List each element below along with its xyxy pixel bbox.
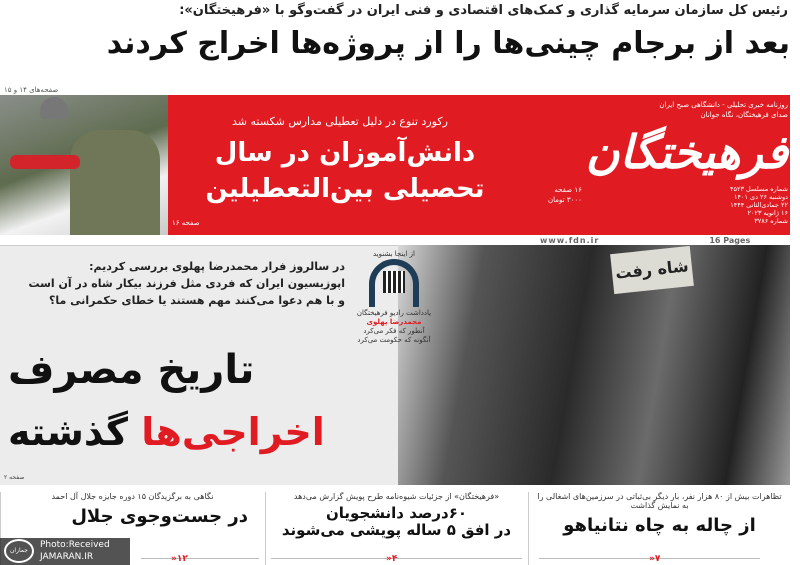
- podcast-line: آنطور که فکر می‌کرد: [363, 327, 425, 335]
- band-title-line2: تحصیلی بین‌التعطیلین: [205, 174, 485, 204]
- story-kicker: «فرهیختگان» از جزئیات شیوه‌نامه طرح پویش گزارش می‌دهد: [293, 492, 500, 501]
- band-title-line1: دانش‌آموزان در سال: [214, 138, 476, 168]
- issue-line: ۱۶ ژانویه ۲۰۲۳: [747, 209, 788, 217]
- main-story-title-line1: تاریخ مصرف: [8, 347, 255, 393]
- divider: [141, 558, 259, 559]
- photo-credit-watermark: [0, 538, 130, 565]
- main-story-title-line2: [8, 408, 393, 456]
- lead-line: اپوزیسیون ایران که فردی مثل فرزند بیکار شاه در آن است: [28, 277, 345, 290]
- title-red-word: اخراجی‌ها: [141, 410, 325, 454]
- issue-line: دوشنبه ۲۶ دی ۱۴۰۱: [733, 193, 788, 201]
- masthead-tagline: [659, 100, 788, 120]
- issue-line: شماره ۳۷۸۶: [754, 217, 788, 225]
- tagline-line: صدای فرهیختگان، نگاه جوانان: [700, 111, 788, 119]
- story-kicker: تظاهرات بیش از ۸۰ هزار نفر، بار دیگر بی‌ثباتی در سرزمین‌های اشغالی را به نمایش گذاشت: [537, 492, 782, 510]
- main-story-photo: [398, 245, 790, 485]
- issue-info: [730, 185, 788, 225]
- top-story-pages: صفحه‌های ۱۴ و ۱۵: [4, 86, 59, 94]
- page-total: 16 Pages: [709, 236, 751, 245]
- podcast-top: از اینجا بشنوید: [373, 250, 415, 258]
- story-title: در جست‌وجوی جلال: [71, 506, 248, 527]
- podcast-badge[interactable]: [348, 250, 440, 345]
- issue-line: شماره مسلسل ۴۵۲۳: [730, 185, 788, 193]
- lead-line: و با هم دعوا می‌کنند مهم هستند یا خطای حکمرانی ما؟: [48, 294, 345, 307]
- newspaper-logo: فرهیختگان: [585, 125, 788, 179]
- story-page: ۴«: [386, 554, 398, 564]
- top-story-kicker: رئیس کل سازمان سرمایه گذاری و کمک‌های اقتصادی و فنی ایران در گفت‌وگو با «فرهیختگان»:: [179, 3, 788, 18]
- price-info: [548, 185, 582, 205]
- website-link[interactable]: www.fdn.ir: [540, 236, 600, 245]
- newspaper-prop: شاه رفت: [610, 246, 694, 294]
- main-story-page: صفحه ۲: [4, 474, 25, 481]
- story-title: از چاله به چاه نتانیاهو: [563, 515, 756, 536]
- lead-line: در سالروز فرار محمدرضا پهلوی بررسی کردیم:: [89, 260, 345, 273]
- price: ۳۰۰۰ تومان: [548, 196, 582, 204]
- kids-snow-photo: [0, 95, 168, 235]
- podcast-name: محمدرضا پهلوی: [366, 318, 422, 326]
- website-line: [540, 236, 790, 245]
- story-page: ۱۲«: [171, 554, 188, 564]
- issue-line: ۲۲ جمادی‌الثانی ۱۴۴۴: [730, 201, 788, 209]
- headphones-icon: [369, 259, 419, 307]
- story-title-line: در افق ۵ ساله پویشی می‌شوند: [281, 521, 512, 539]
- qr-code-icon[interactable]: [383, 271, 405, 293]
- title-black-word: گذشته: [8, 410, 128, 454]
- credit-source: JAMARAN.IR: [40, 552, 94, 562]
- band-story-title: [175, 135, 515, 207]
- jamaran-logo: جماران: [4, 539, 34, 563]
- tagline-line: روزنامه خبری تحلیلی - دانشگاهی صبح ایران: [659, 101, 788, 109]
- podcast-line: آنگونه که حکومت می‌کرد: [357, 336, 431, 344]
- main-story-lead: [10, 258, 345, 309]
- credit-line: Photo:Received: [40, 540, 110, 550]
- story-kicker: نگاهی به برگزیدگان ۱۵ دوره جایزه جلال آل احمد: [51, 492, 214, 501]
- page-count: ۱۶ صفحه: [554, 186, 582, 194]
- bottom-story-1[interactable]: [528, 492, 790, 565]
- story-title-line: ۶۰درصد دانشجویان: [325, 504, 468, 522]
- band-story-page: صفحه ۱۶: [172, 219, 200, 227]
- podcast-caption: یادداشت رادیو فرهیختگان: [356, 309, 432, 317]
- top-story-headline: بعد از برجام چینی‌ها را از پروژه‌ها اخراج کردند: [106, 26, 790, 61]
- band-story-kicker: رکورد تنوع در دلیل تعطیلی مدارس شکسته شد: [232, 115, 448, 128]
- bottom-story-2[interactable]: [265, 492, 527, 565]
- story-page: ۷«: [649, 554, 661, 564]
